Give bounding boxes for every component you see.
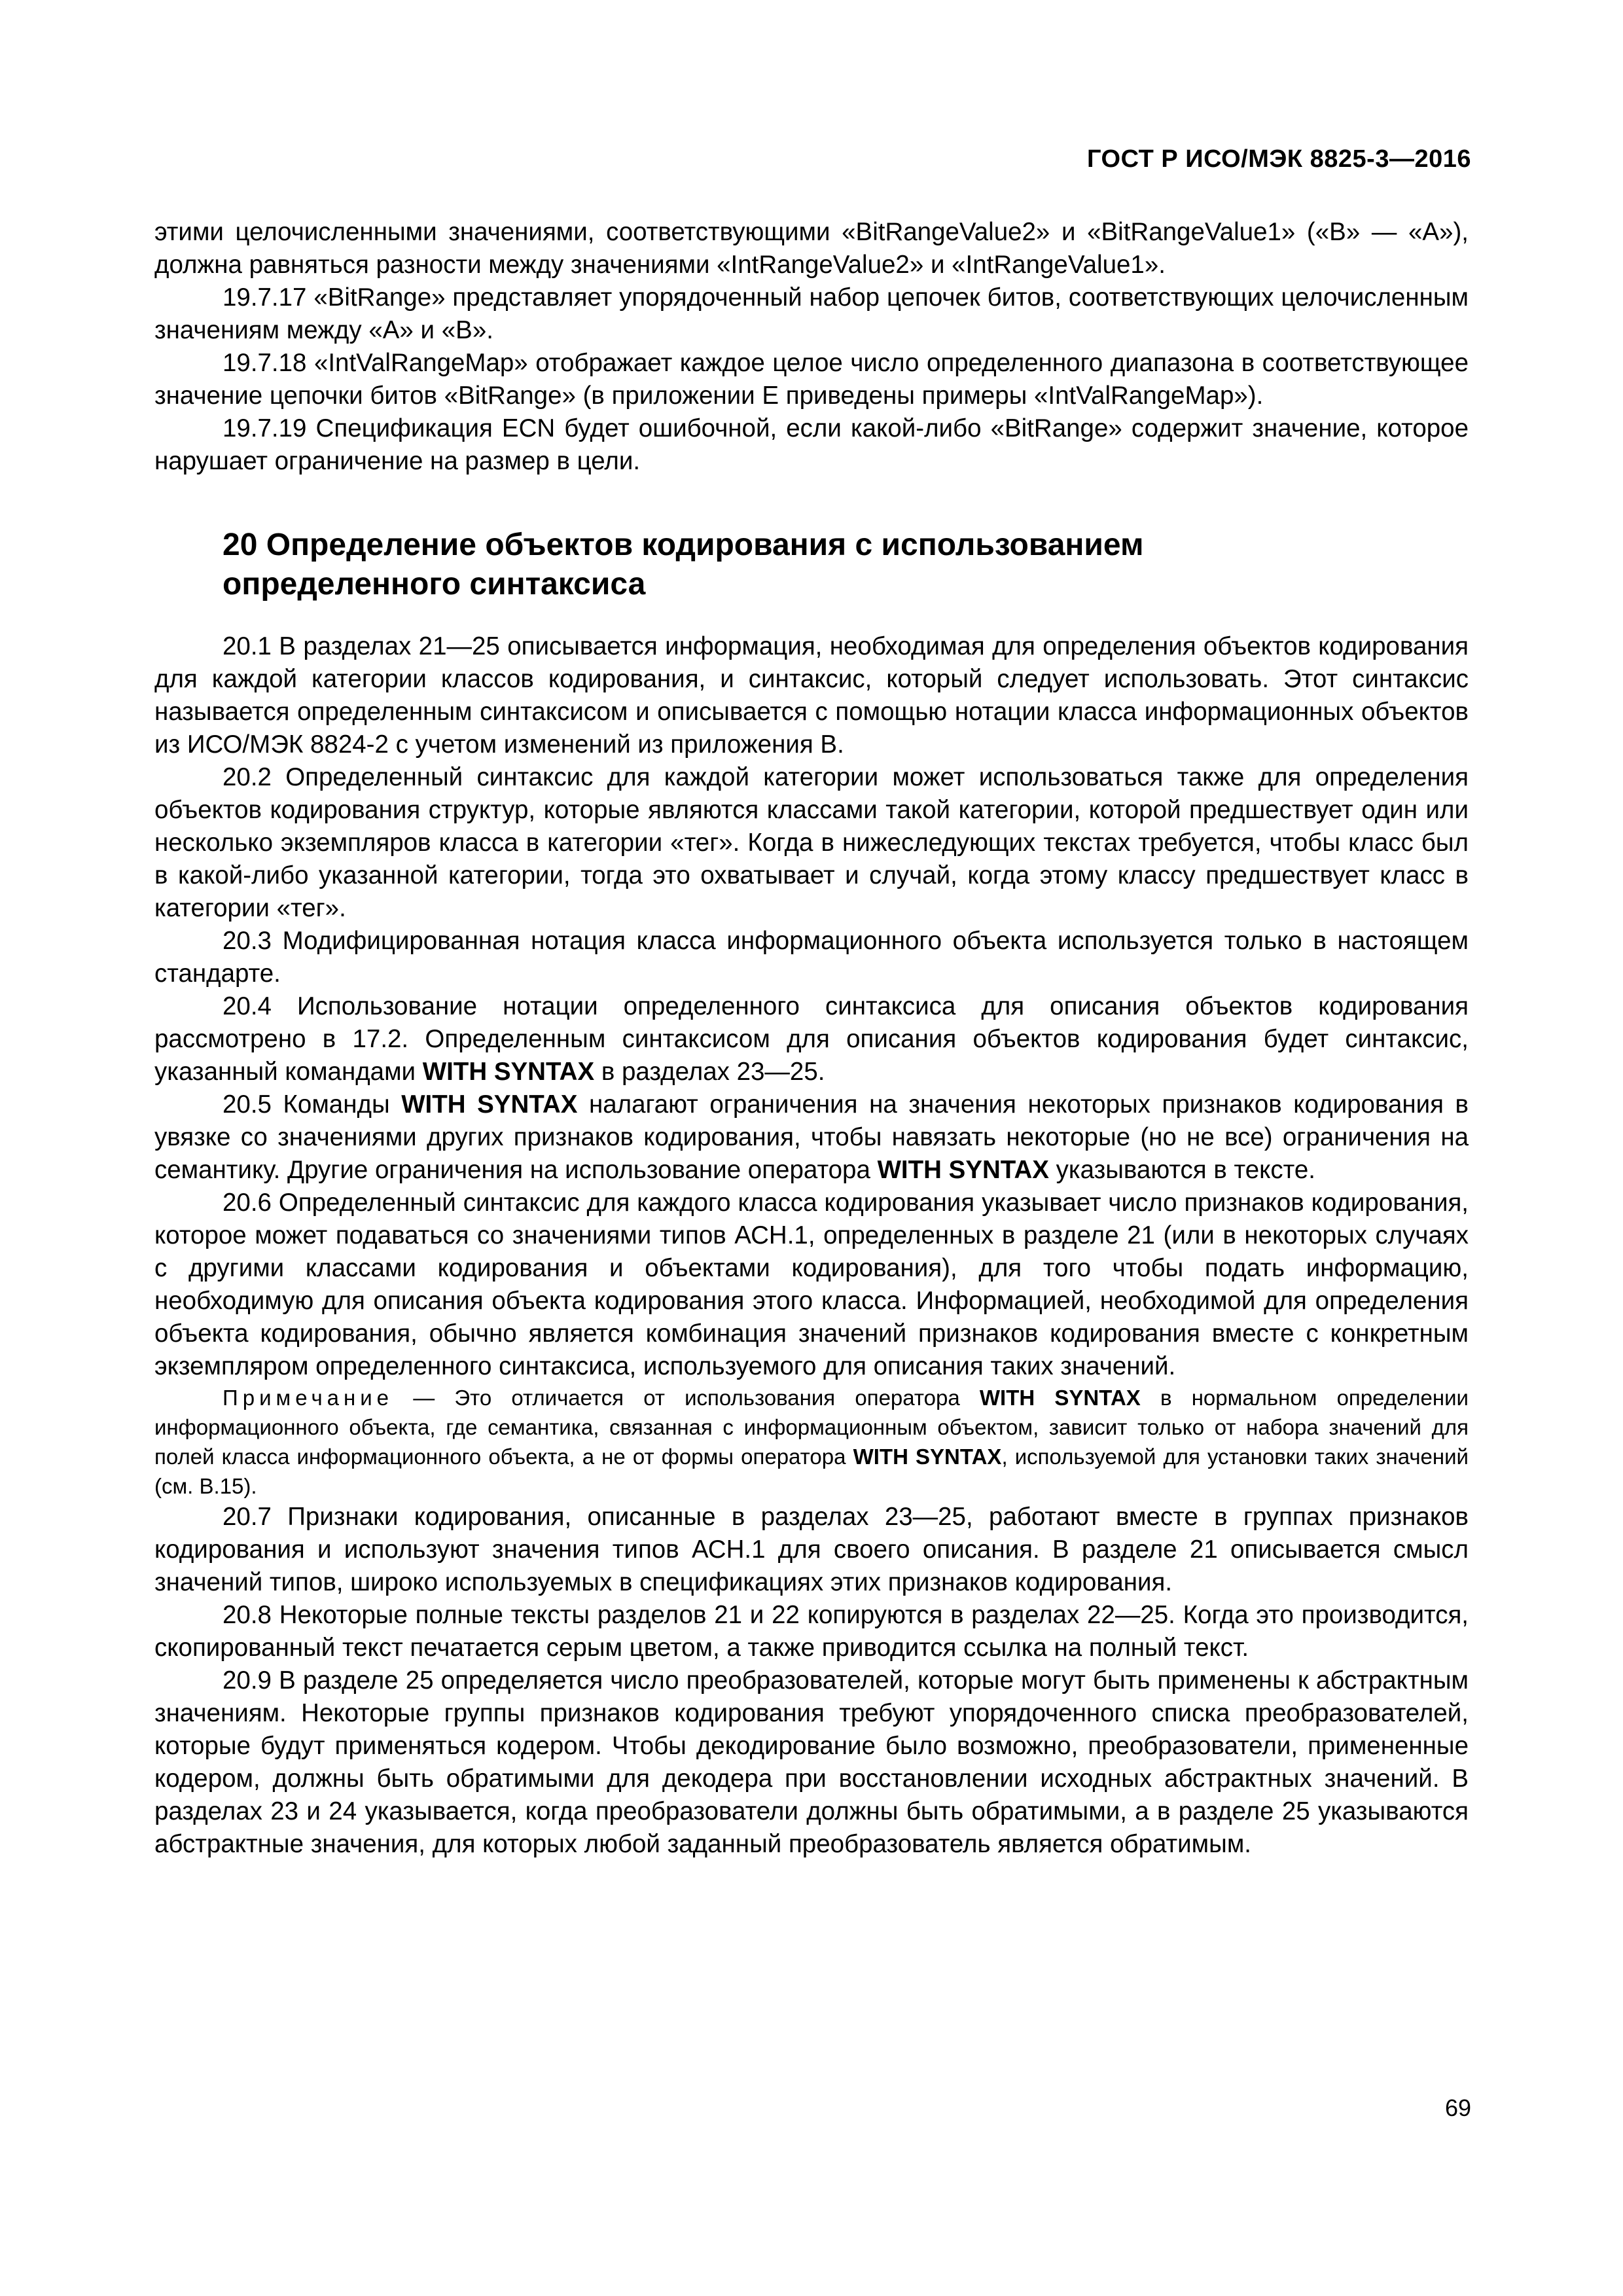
paragraph-19-7-18: 19.7.18 «IntValRangeMap» отображает каждое целое число определенного диапазона в соответствующее значение цепочки битов «BitRange» (в приложении Е приведены примеры «IntValRangeMap»). xyxy=(154,349,1469,410)
paragraph-20-5-tail: указываются в тексте. xyxy=(1048,1156,1315,1184)
paragraph-20-2: 20.2 Определенный синтаксис для каждой категории может использоваться также для определения объектов кодирования структур, которые являются классами такой категории, которой предшествует один или несколько экземпляров класса в категории «тег». Когда в нижеследующих текстах требуется, чтобы класс был в какой-либо указанной категории, тогда это охватывает и случай, когда этому классу предшествует класс в категории «тег». xyxy=(154,763,1469,922)
paragraph-20-9: 20.9 В разделе 25 определяется число преобразователей, которые могут быть применены к абстрактным значениям. Некоторые группы признаков кодирования требуют упорядоченного списка преобразователей, которые будут применяться кодером. Чтобы декодирование было возможно, преобразователи, примененные кодером, должны быть обратимыми для декодера при восстановлении исходных абстрактных значений. В разделах 23 и 24 указывается, когда преобразователи должны быть обратимыми, а в разделе 25 указываются абстрактные значения, для которых любой заданный преобразователь является обратимым. xyxy=(154,1666,1469,1858)
paragraph-20-5-text: 20.5 Команды xyxy=(223,1090,402,1119)
paragraph-20-5 xyxy=(154,1088,1469,1187)
document-header-id: ГОСТ Р ИСО/МЭК 8825-3—2016 xyxy=(1087,145,1471,173)
note-block xyxy=(154,1383,1469,1501)
note-label: Примечание xyxy=(223,1386,394,1410)
paragraph-20-4-text: 20.4 Использование нотации определенного синтаксиса для описания объектов кодирования рассмотрено в 17.2. Определенным синтаксисом для описания объектов кодирования будет синтаксис, указанный командами xyxy=(154,992,1469,1086)
paragraph-20-1: 20.1 В разделах 21—25 описывается информация, необходимая для определения объектов кодирования для каждой категории классов кодирования, и синтаксис, который следует использовать. Этот синтаксис называется определенным синтаксисом и описывается с помощью нотации класса информационных объектов из ИСО/МЭК 8824-2 с учетом изменений из приложения В. xyxy=(154,632,1469,759)
keyword-with-syntax: WITH SYNTAX xyxy=(401,1090,578,1119)
section-20-title xyxy=(223,526,1469,604)
paragraph-20-5-middle: налагают ограничения на значения некоторых признаков кодирования в увязке со значениями других признаков кодирования, чтобы навязать некоторые (но не все) ограничения на семантику. Другие ограничения на использование оператора xyxy=(154,1090,1469,1184)
paragraph-19-7-17: 19.7.17 «BitRange» представляет упорядоченный набор цепочек битов, соответствующих целочисленным значениям между «А» и «В». xyxy=(154,283,1469,344)
paragraph-20-3: 20.3 Модифицированная нотация класса информационного объекта используется только в настоящем стандарте. xyxy=(154,927,1469,988)
keyword-with-syntax: WITH SYNTAX xyxy=(979,1386,1141,1410)
note-text-middle: в нормальном определении информационного объекта, где семантика, связанная с информационным объектом, зависит только от набора значений для полей класса информационного объекта, а не от формы оператора xyxy=(154,1386,1469,1469)
paragraph-20-6: 20.6 Определенный синтаксис для каждого класса кодирования указывает число признаков кодирования, которое может подаваться со значениями типов АСН.1, определенных в разделе 21 (или в некоторых случаях с другими классами кодирования и объектами кодирования), для того чтобы подать информацию, необходимую для описания объекта кодирования этого класса. Информацией, необходимой для определения объекта кодирования, обычно является комбинация значений признаков кодирования вместе с конкретным экземпляром определенного синтаксиса, используемого для описания таких значений. xyxy=(154,1189,1469,1380)
paragraph-20-7: 20.7 Признаки кодирования, описанные в разделах 23—25, работают вместе в группах признаков кодирования и используют значения типов АСН.1 для своего описания. В разделе 21 описывается смысл значений типов, широко используемых в спецификациях этих признаков кодирования. xyxy=(154,1503,1469,1596)
keyword-with-syntax: WITH SYNTAX xyxy=(422,1058,595,1086)
note-text-tail: , используемой для установки таких значений (см. В.15). xyxy=(154,1444,1469,1498)
paragraph-continuation: этими целочисленными значениями, соответствующими «BitRangeValue2» и «BitRangeValue1» («В» — «А»), должна равняться разности между значениями «IntRangeValue2» и «IntRangeValue1». xyxy=(154,218,1469,279)
paragraph-20-4-tail: в разделах 23—25. xyxy=(594,1058,825,1086)
page-number: 69 xyxy=(1444,2094,1471,2121)
note-text: — Это отличается от использования оператора xyxy=(393,1386,980,1410)
section-title-line-2: определенного синтаксиса xyxy=(223,567,646,601)
paragraph-20-8: 20.8 Некоторые полные тексты разделов 21 и 22 копируются в разделах 22—25. Когда это производится, скопированный текст печатается серым цветом, а также приводится ссылка на полный текст. xyxy=(154,1601,1469,1662)
section-title-line-1: 20 Определение объектов кодирования с использованием xyxy=(223,528,1144,562)
document-body xyxy=(154,216,1469,1861)
paragraph-20-4 xyxy=(154,990,1469,1088)
keyword-with-syntax: WITH SYNTAX xyxy=(853,1444,1002,1469)
paragraph-19-7-19: 19.7.19 Спецификация ECN будет ошибочной, если какой-либо «BitRange» содержит значение, которое нарушает ограничение на размер в цели. xyxy=(154,414,1469,475)
keyword-with-syntax: WITH SYNTAX xyxy=(877,1156,1049,1184)
